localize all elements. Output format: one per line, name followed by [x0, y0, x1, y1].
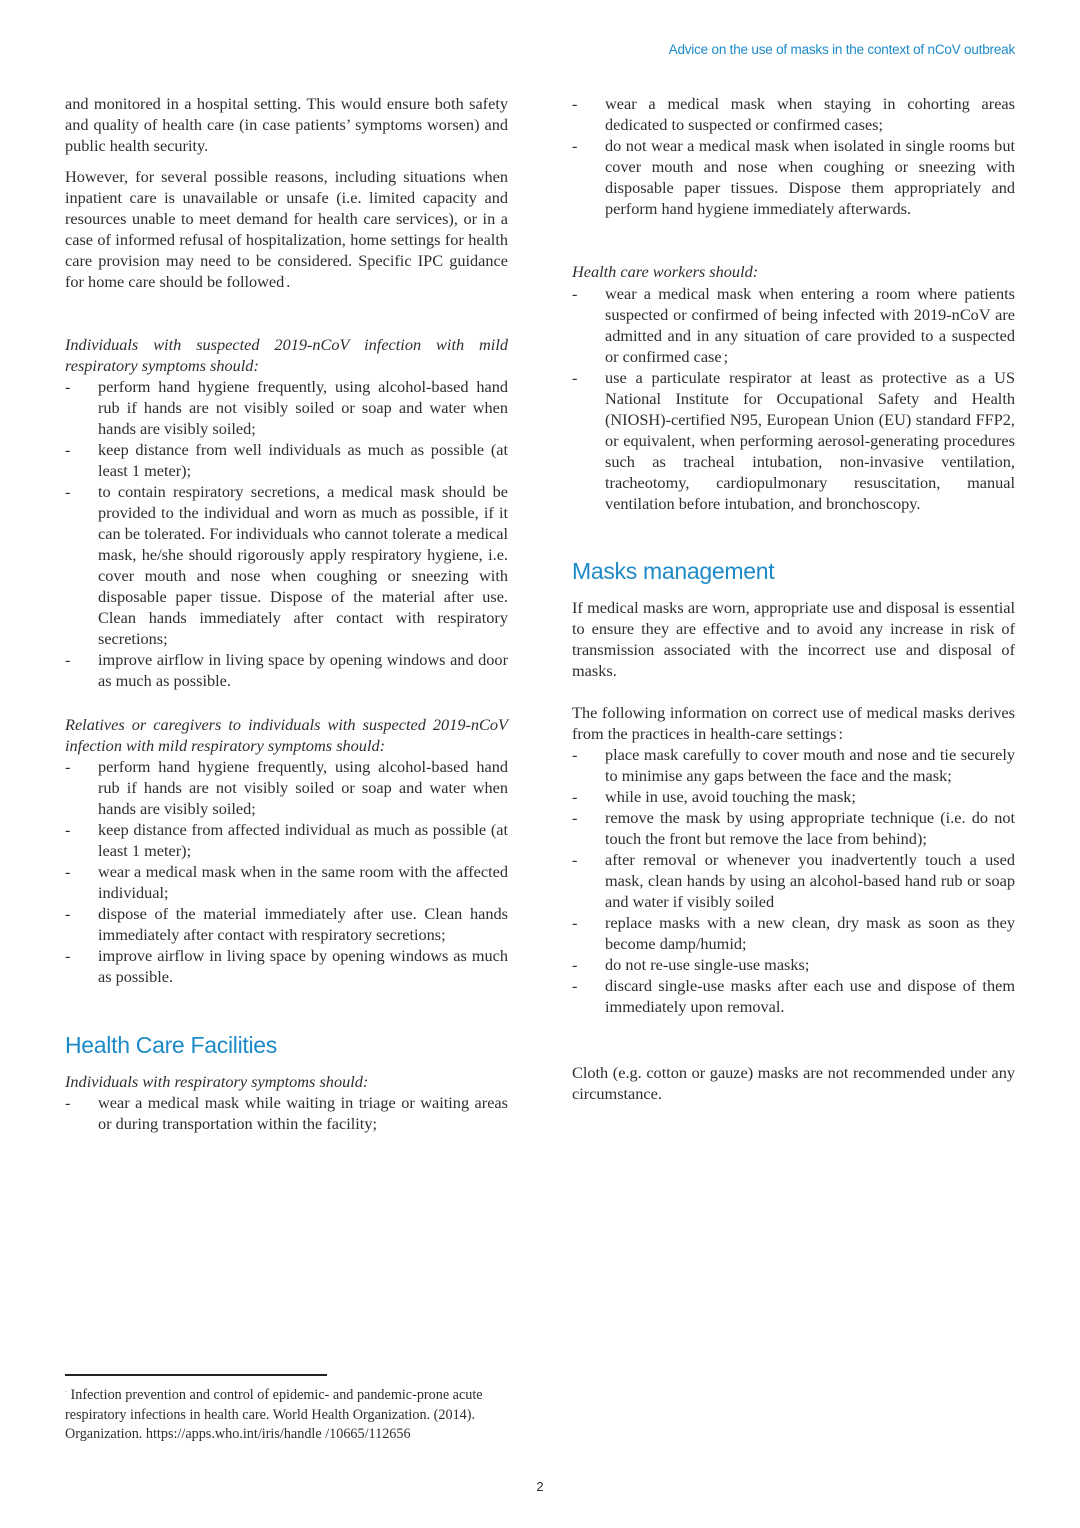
paragraph: However, for several possible reasons, including situations when inpatient care is unavailable or unsafe (i.e. limited capacity and resources unable to meet demand for health care services), or in a case of informed refusal of hospitalization, home settings for health care provision may need to be considered. Specific IPC guidance for home care should be followed·. — [65, 167, 508, 291]
section-title: Health Care Facilities — [65, 1032, 277, 1058]
footnote-divider — [65, 1374, 327, 1376]
list-item: - improve airflow in living space by opening windows as much as possible. — [65, 945, 508, 987]
list-item: - wear a medical mask when staying in cohorting areas dedicated to suspected or confirmed cases; — [572, 93, 1015, 135]
list-item: - to contain respiratory secretions, a medical mask should be provided to the individual and worn as much as possible, if it can be tolerated. For individuals who cannot tolerate a medical mask, he/she should rigorously apply respiratory hygiene, i.e. cover mouth and nose when coughing or sneezing with disposable paper tissue. Dispose of the material after use. Clean hands immediately after contact with respiratory secretions; — [65, 481, 508, 649]
list-item: - while in use, avoid touching the mask; — [572, 786, 1015, 807]
list-item: - do not re-use single-use masks; — [572, 954, 1015, 975]
paragraph: The following information on correct use of medical masks derives from the practices in health-care settings·: — [572, 703, 1015, 743]
footnote-marker: · — [65, 1389, 67, 1396]
footnote-ref[interactable]: · — [836, 728, 839, 735]
section-title: Masks management — [572, 558, 775, 584]
list-item: - wear a medical mask when in the same room with the affected individual; — [65, 861, 508, 903]
bullet-list — [65, 1092, 508, 1134]
running-header: Advice on the use of masks in the context of nCoV outbreak — [668, 42, 1015, 57]
paragraph: and monitored in a hospital setting. This would ensure both safety and quality of health care (in case patients’ symptoms worsen) and public health security. — [65, 94, 508, 155]
list-item: - dispose of the material immediately after use. Clean hands immediately after contact with respiratory secretions; — [65, 903, 508, 945]
bullet-list — [572, 283, 1015, 514]
list-item: - improve airflow in living space by opening windows and door as much as possible. — [65, 649, 508, 691]
list-item: - perform hand hygiene frequently, using alcohol-based hand rub if hands are not visibly soiled or soap and water when hands are visibly soiled; — [65, 756, 508, 819]
list-item: - keep distance from well individuals as much as possible (at least 1 meter); — [65, 439, 508, 481]
bullet-list — [65, 376, 508, 691]
paragraph: If medical masks are worn, appropriate use and disposal is essential to ensure they are effective and to avoid any increase in risk of transmission associated with the incorrect use and disposal of masks. — [572, 598, 1015, 680]
paragraph: Cloth (e.g. cotton or gauze) masks are not recommended under any circumstance. — [572, 1063, 1015, 1103]
section-heading: Health care workers should: — [572, 262, 759, 281]
section-heading: Individuals with suspected 2019-nCoV infection with mild respiratory symptoms should: — [65, 335, 508, 375]
list-item: - keep distance from affected individual as much as possible (at least 1 meter); — [65, 819, 508, 861]
list-item: - use a particulate respirator at least as protective as a US National Institute for Occupational Safety and Health (NIOSH)-certified N95, European Union (EU) standard FFP2, or equivalent, when performing aerosol-generating procedures such as tracheal intubation, non-invasive ventilation, tracheotomy, cardiopulmonary resuscitation, manual ventilation before intubation, and bronchoscopy. — [572, 367, 1015, 514]
list-item: - wear a medical mask while waiting in triage or waiting areas or during transportation within the facility; — [65, 1092, 508, 1134]
section-heading: Individuals with respiratory symptoms should: — [65, 1072, 369, 1091]
list-item: - do not wear a medical mask when isolated in single rooms but cover mouth and nose when coughing or sneezing with disposable paper tissues. Dispose them appropriately and perform hand hygiene immediately afterwards. — [572, 135, 1015, 219]
bullet-list — [572, 744, 1015, 1017]
footnote: · Infection prevention and control of epidemic- and pandemic-prone acute respiratory infections in health care. World Health Organization. (2014). Organization. https://apps.who.int/iris/handle /10665/112656 — [65, 1387, 483, 1442]
list-item: - after removal or whenever you inadvertently touch a used mask, clean hands by using an alcohol-based hand rub or soap and water if visibly soiled — [572, 849, 1015, 912]
bullet-list — [65, 756, 508, 987]
footnote-ref[interactable]: · — [721, 351, 724, 358]
section-heading: Relatives or caregivers to individuals with suspected 2019-nCoV infection with mild respiratory symptoms should: — [65, 715, 508, 755]
list-item: - wear a medical mask when entering a room where patients suspected or confirmed of being infected with 2019-nCoV are admitted and in any situation of care provided to a suspected or confirmed case·; — [572, 283, 1015, 367]
list-item: - replace masks with a new clean, dry mask as soon as they become damp/humid; — [572, 912, 1015, 954]
list-item: - place mask carefully to cover mouth and nose and tie securely to minimise any gaps between the face and the mask; — [572, 744, 1015, 786]
footnote-ref[interactable]: · — [284, 276, 287, 283]
list-item: - discard single-use masks after each use and dispose of them immediately upon removal. — [572, 975, 1015, 1017]
page-number: 2 — [536, 1479, 544, 1494]
bullet-list — [572, 93, 1015, 219]
list-item: - perform hand hygiene frequently, using alcohol-based hand rub if hands are not visibly soiled or soap and water when hands are visibly soiled; — [65, 376, 508, 439]
list-item: - remove the mask by using appropriate technique (i.e. do not touch the front but remove the lace from behind); — [572, 807, 1015, 849]
